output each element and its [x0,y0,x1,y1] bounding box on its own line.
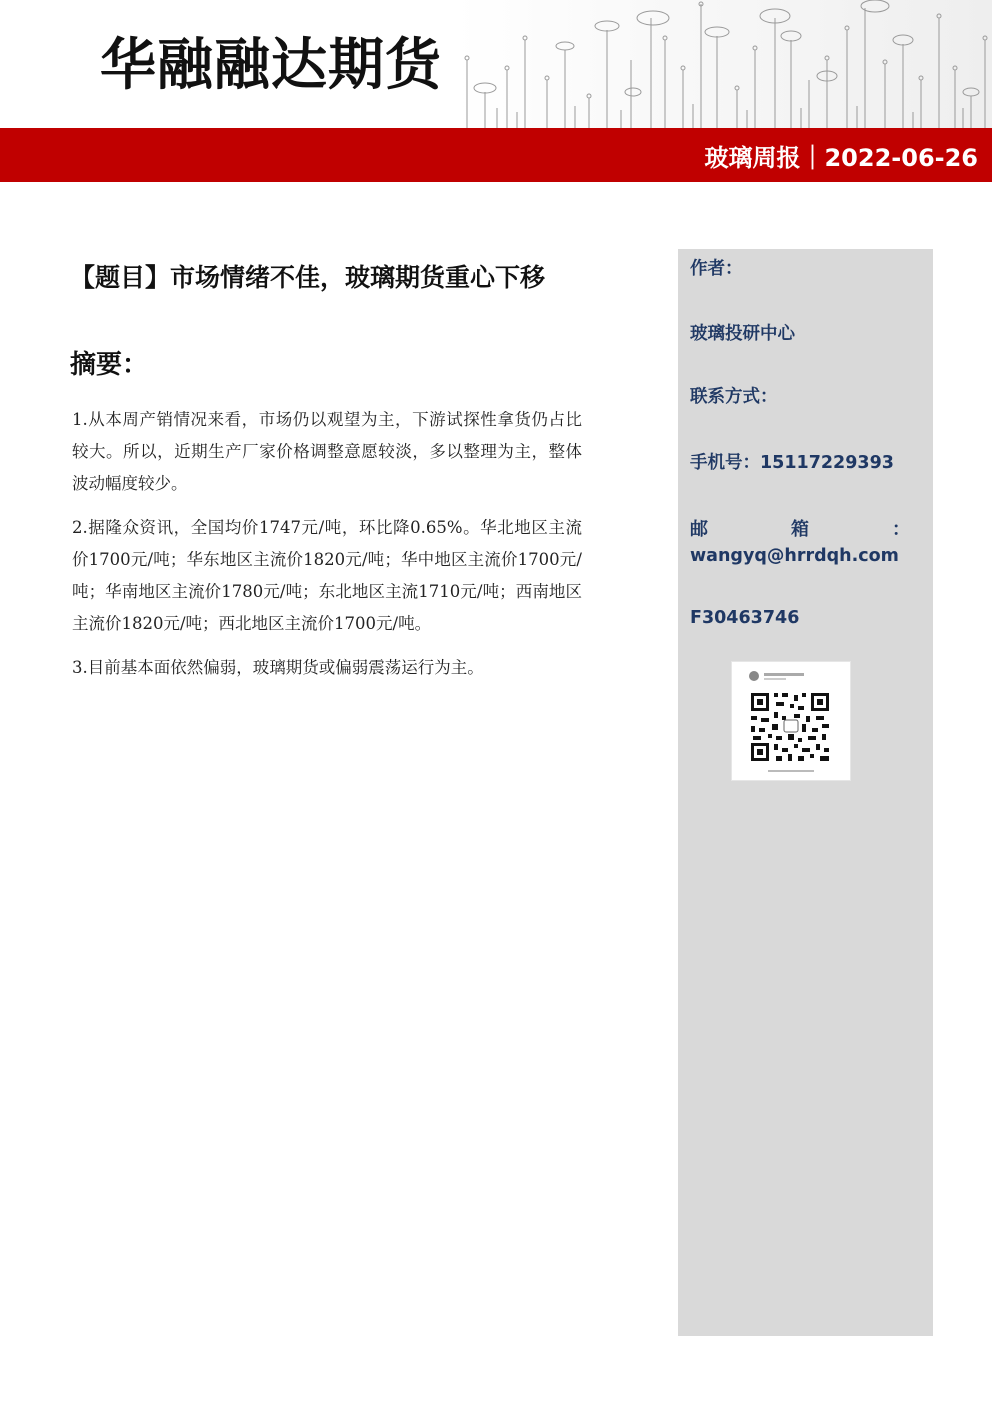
abstract-paragraph-1: 1.从本周产销情况来看，市场仍以观望为主，下游试探性拿货仍占比较大。所以，近期生产厂家价格调整意愿较淡，多以整理为主，整体波动幅度较少。 [72,410,582,493]
author-sidebar [678,249,933,1336]
email-label-char: 邮 [690,519,708,540]
abstract-heading: 摘要： [70,350,149,380]
abstract-paragraph-3: 3.目前基本面依然偏弱，玻璃期货或偏弱震荡运行为主。 [72,658,484,677]
email-label-char: 箱 [791,519,809,540]
license-number: F30463746 [690,608,800,628]
wechat-qr-card [731,661,851,781]
abstract-body [72,404,582,696]
author-value: 玻璃投研中心 [690,324,795,344]
company-logo-text: 华融融达期货 [100,32,442,98]
abstract-paragraph-2: 2.据隆众资讯，全国均价1747元/吨，环比降0.65%。华北地区主流价1700元/吨；华东地区主流价1820元/吨；华中地区主流价1700元/吨；华南地区主流价1780元/吨；东北地区主流1710元/吨；西南地区主流价1820元/吨；西北地区主流价1700元/吨。 [72,518,582,633]
qr-code-icon [732,662,850,780]
email-label-char: ： [892,519,910,540]
header-decoration [455,0,992,128]
article-title: 【题目】市场情绪不佳，玻璃期货重心下移 [70,263,546,292]
email-label [690,515,910,541]
email-address[interactable]: wangyq@hrrdqh.com [690,546,899,566]
author-label: 作者： [690,259,743,279]
phone-number: 手机号：15117229393 [690,453,894,473]
report-type-date: 玻璃周报｜2022-06-26 [704,144,978,172]
contact-label: 联系方式： [690,387,778,407]
